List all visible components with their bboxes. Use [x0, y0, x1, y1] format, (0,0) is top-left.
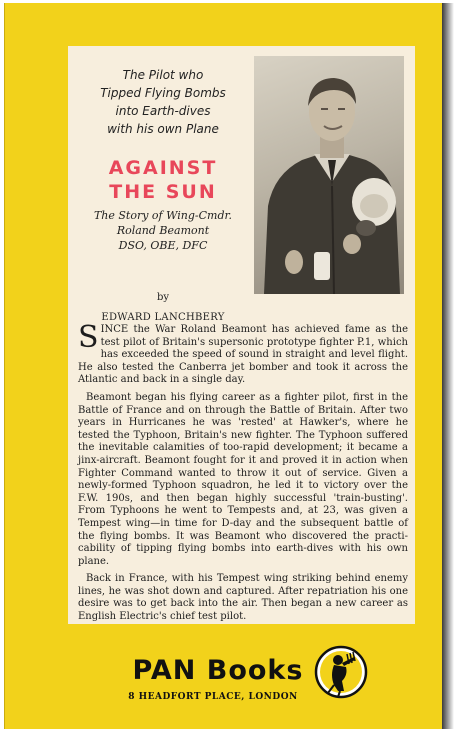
tagline-line: into Earth-dives	[115, 104, 211, 118]
pan-logo-icon	[314, 645, 368, 699]
pilot-photo	[254, 56, 404, 294]
blurb-panel	[68, 46, 415, 624]
paragraph-text: INCE the War Roland Beamont has achieved fame as the test pilot of Britain's supersonic prototype fighter P.1, which has exceeded the speed of sound in straight and level flight. He also tested the Canberra jet bomber and took it across the Atlantic and back in a single day.	[78, 324, 408, 386]
pilot-silhouette	[254, 56, 404, 294]
edge-shadow	[442, 3, 454, 729]
book-subtitle	[78, 208, 248, 253]
publisher-address: 8 HEADFORT PLACE, LONDON	[128, 692, 298, 702]
title-line: THE SUN	[109, 181, 217, 203]
paragraph: Back in France, with his Tempest wing striking behind enemy lines, he was shot down and captured. After repatriation his one desire was to get back into the air. Then began a new career as English Electric's chief test pilot.	[78, 573, 408, 623]
title-line: AGAINST	[108, 157, 218, 179]
tagline-line: with his own Plane	[107, 122, 219, 136]
book-title	[78, 156, 248, 204]
subtitle-line: The Story of Wing-Cmdr.	[93, 209, 233, 222]
paragraph	[78, 320, 408, 387]
publisher-name: PAN Books	[132, 655, 304, 686]
paragraph: Beamont began his flying career as a fighter pilot, first in the Battle of France and on through the Battle of Britain. After two years in Hurricanes he was 'rested' at Hawker's, where he tested the Typhoon, Britain's new fighter. The Typhoon suffered the inevitable calamities of too-rapid development; it became a jinx-aircraft. Beamont fought for it and proved it in action when Fighter Command wanted to throw it out of service. Given a newly-formed Typhoon squadron, he led it to victory over the F.W. 190s, and then began highly successful 'train-busting'. From Typhoons he went to Tempests and, at 23, was given a Tempest wing—in time for D-day and the subsequent battle of the flying bombs. It was Beamont who discovered the practi-cability of tipping flying bombs into earth-dives with his own plane.	[78, 391, 408, 567]
tagline-line: Tipped Flying Bombs	[100, 86, 226, 100]
subtitle-line: DSO, OBE, DFC	[118, 239, 208, 252]
tagline	[78, 66, 248, 138]
subtitle-line: Roland Beamont	[116, 224, 210, 237]
author-name: EDWARD LANCHBERY	[101, 312, 225, 323]
by-label: by	[156, 292, 170, 303]
drop-cap: S	[78, 320, 99, 355]
tagline-line: The Pilot who	[122, 68, 204, 82]
blurb-text	[78, 320, 408, 629]
